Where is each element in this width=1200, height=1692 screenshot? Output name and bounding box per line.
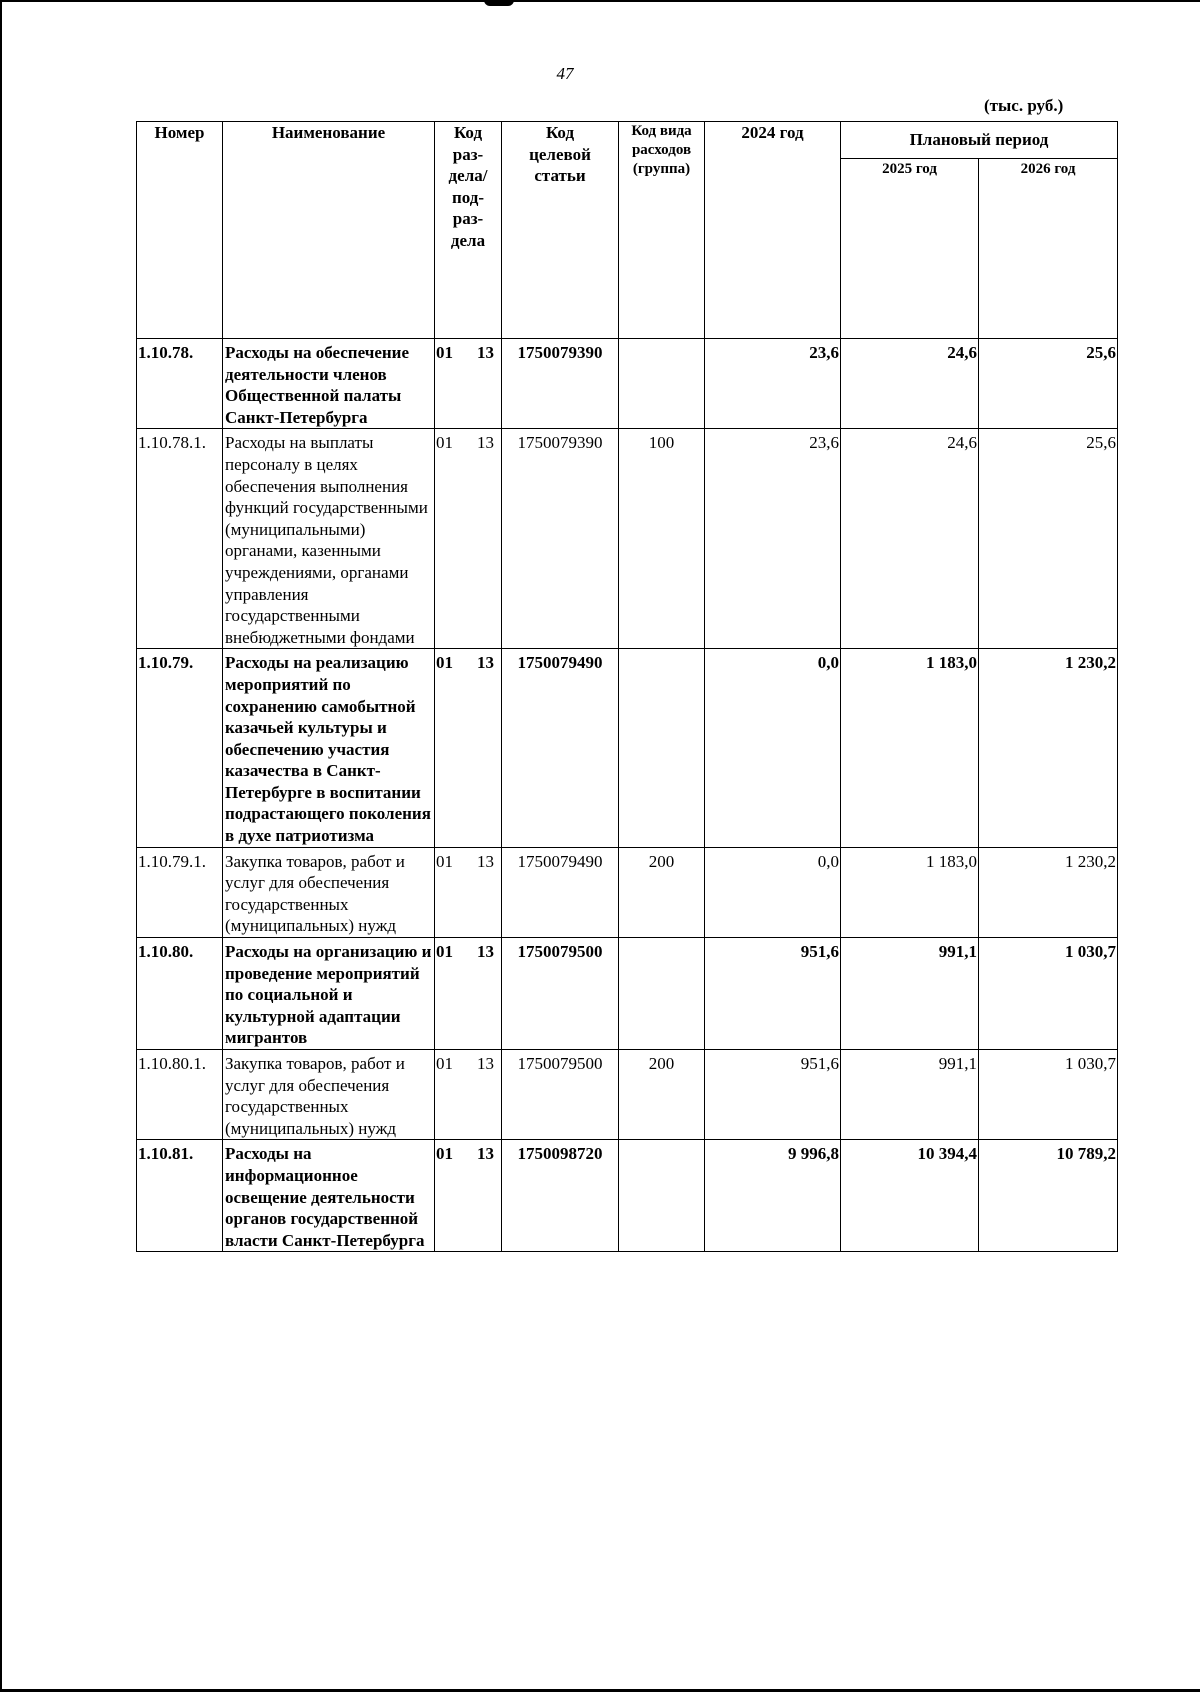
row-target-code: 1750079390 xyxy=(502,429,619,649)
table-row xyxy=(137,847,1118,937)
row-amount-2025: 24,6 xyxy=(841,339,979,429)
budget-table xyxy=(136,121,1118,1252)
row-target-code: 1750079490 xyxy=(502,847,619,937)
row-amount-2024: 23,6 xyxy=(705,339,841,429)
row-amount-2025: 1 183,0 xyxy=(841,847,979,937)
row-subsection: 13 xyxy=(477,942,494,962)
row-subsection: 13 xyxy=(477,851,494,871)
row-amount-2025: 24,6 xyxy=(841,429,979,649)
row-name: Расходы на выплаты персоналу в целях обеспечения выполнения функций государственными (муниципальными) органами, казенными учреждениями, органами управления государственными внебюджетными фондами xyxy=(223,429,435,649)
row-number: 1.10.80. xyxy=(137,938,223,1050)
row-amount-2025: 1 183,0 xyxy=(841,649,979,847)
row-amount-2026: 1 030,7 xyxy=(979,938,1118,1050)
scan-border-top xyxy=(0,0,1200,2)
row-amount-2025: 991,1 xyxy=(841,938,979,1050)
row-expense-type xyxy=(619,1140,705,1252)
header-planned-period: Плановый период xyxy=(841,122,1118,159)
table-row xyxy=(137,1140,1118,1252)
row-amount-2024: 0,0 xyxy=(705,649,841,847)
row-section: 01 xyxy=(436,343,453,362)
row-expense-type: 200 xyxy=(619,1050,705,1140)
row-subsection: 13 xyxy=(477,433,494,453)
header-target-code-text: Код целевой статьи xyxy=(529,123,591,186)
row-section: 01 xyxy=(436,942,453,962)
table-row xyxy=(137,339,1118,429)
row-amount-2024: 0,0 xyxy=(705,847,841,937)
row-number: 1.10.79.1. xyxy=(137,847,223,937)
row-section-code xyxy=(435,339,502,429)
row-subsection: 13 xyxy=(477,1144,494,1164)
row-amount-2025: 10 394,4 xyxy=(841,1140,979,1252)
row-section: 01 xyxy=(436,653,453,673)
row-name: Расходы на реализацию мероприятий по сохранению самобытной казачьей культуры и обеспечению участия казачества в Санкт-Петербурге в воспитании подрастающего поколения в духе патриотизма xyxy=(223,649,435,847)
row-name: Расходы на организацию и проведение мероприятий по социальной и культурной адаптации мигрантов xyxy=(223,938,435,1050)
row-number: 1.10.81. xyxy=(137,1140,223,1252)
table-row xyxy=(137,649,1118,847)
row-section: 01 xyxy=(436,851,453,871)
row-amount-2025: 991,1 xyxy=(841,1050,979,1140)
header-expense-type-text: Код вида расходов (группа) xyxy=(631,123,692,177)
table-header xyxy=(137,122,1118,339)
row-subsection: 13 xyxy=(477,1054,494,1073)
row-subsection: 13 xyxy=(477,343,494,362)
row-section-code xyxy=(435,649,502,847)
row-amount-2026: 10 789,2 xyxy=(979,1140,1118,1252)
row-amount-2026: 1 230,2 xyxy=(979,847,1118,937)
row-section: 01 xyxy=(436,1144,453,1164)
row-amount-2024: 23,6 xyxy=(705,429,841,649)
row-target-code: 1750079500 xyxy=(502,1050,619,1140)
units-label: (тыс. руб.) xyxy=(984,96,1064,115)
row-section-code xyxy=(435,847,502,937)
row-amount-2026: 25,6 xyxy=(979,339,1118,429)
row-expense-type xyxy=(619,938,705,1050)
row-section-code xyxy=(435,1050,502,1140)
header-expense-type xyxy=(619,122,705,339)
row-amount-2026: 1 230,2 xyxy=(979,649,1118,847)
row-name: Закупка товаров, работ и услуг для обеспечения государственных (муниципальных) нужд xyxy=(223,1050,435,1140)
row-target-code: 1750098720 xyxy=(502,1140,619,1252)
header-section-code xyxy=(435,122,502,339)
row-number: 1.10.80.1. xyxy=(137,1050,223,1140)
row-amount-2024: 951,6 xyxy=(705,1050,841,1140)
row-expense-type xyxy=(619,649,705,847)
row-expense-type: 100 xyxy=(619,429,705,649)
header-number: Номер xyxy=(137,122,223,339)
row-amount-2024: 9 996,8 xyxy=(705,1140,841,1252)
row-amount-2026: 1 030,7 xyxy=(979,1050,1118,1140)
row-name: Закупка товаров, работ и услуг для обеспечения государственных (муниципальных) нужд xyxy=(223,847,435,937)
row-target-code: 1750079500 xyxy=(502,938,619,1050)
row-section-code xyxy=(435,429,502,649)
row-name: Расходы на информационное освещение деятельности органов государственной власти Санкт-Петербурга xyxy=(223,1140,435,1252)
scan-mark xyxy=(484,0,514,6)
row-section-code xyxy=(435,938,502,1050)
table-row xyxy=(137,938,1118,1050)
scan-border-left xyxy=(0,0,2,1692)
row-name: Расходы на обеспечение деятельности членов Общественной палаты Санкт-Петербурга xyxy=(223,339,435,429)
row-subsection: 13 xyxy=(477,653,494,673)
row-number: 1.10.78.1. xyxy=(137,429,223,649)
row-number: 1.10.78. xyxy=(137,339,223,429)
table-row xyxy=(137,429,1118,649)
header-year-2025: 2025 год xyxy=(841,159,979,339)
header-year-2024: 2024 год xyxy=(705,122,841,339)
row-section: 01 xyxy=(436,433,453,453)
row-section-code xyxy=(435,1140,502,1252)
row-target-code: 1750079390 xyxy=(502,339,619,429)
header-year-2026: 2026 год xyxy=(979,159,1118,339)
row-amount-2026: 25,6 xyxy=(979,429,1118,649)
header-target-code xyxy=(502,122,619,339)
row-section: 01 xyxy=(436,1054,453,1073)
row-amount-2024: 951,6 xyxy=(705,938,841,1050)
header-name: Наименование xyxy=(223,122,435,339)
table-body xyxy=(137,339,1118,1252)
row-expense-type: 200 xyxy=(619,847,705,937)
header-section-code-text: Код раз-дела/ под-раз-дела xyxy=(448,123,488,250)
row-number: 1.10.79. xyxy=(137,649,223,847)
row-target-code: 1750079490 xyxy=(502,649,619,847)
table-row xyxy=(137,1050,1118,1140)
row-expense-type xyxy=(619,339,705,429)
page-number: 47 xyxy=(556,64,574,83)
